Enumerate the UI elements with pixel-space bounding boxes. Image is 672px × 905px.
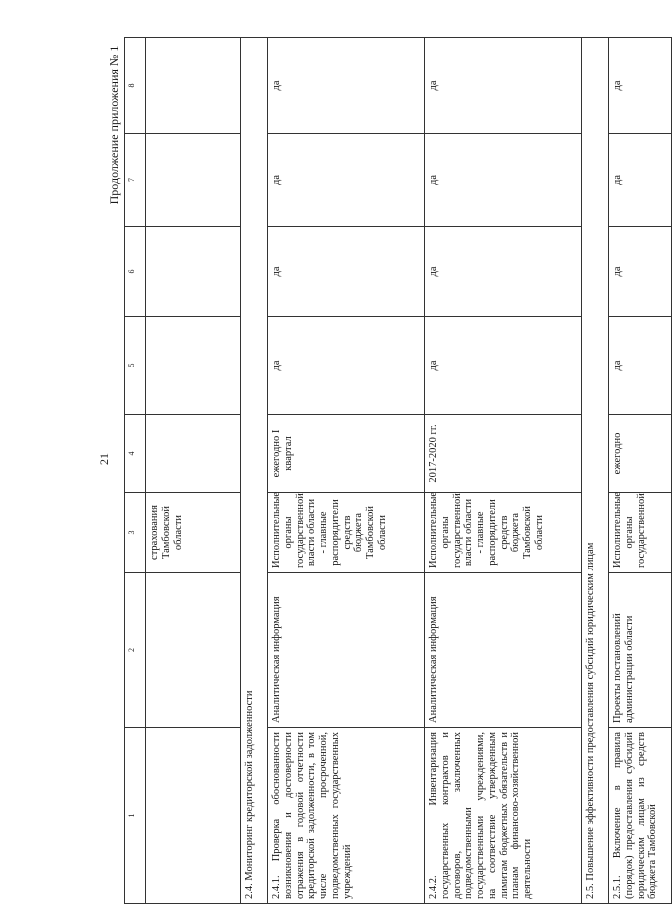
col-header-6: 6 (125, 227, 146, 317)
continuation-title: Продолжение приложения № 1 (107, 45, 121, 205)
cell-measure: 2.4.2. Инвентаризация государственных контрактов и договоров, заключенных подведомственными государственными учреждениями, на соответствие утвержденным лимитам бюджетных обязательств и планам финансово-хозяйственной деятельности (425, 728, 582, 904)
cell-executor: Исполнительные органы государственной власти области - главные распорядители средств бюджета Тамбовской области (268, 493, 425, 573)
section-heading-2-5: 2.5. Повышение эффективности предоставления субсидий юридическим лицам (582, 38, 609, 904)
cell-term: ежегодно I квартал (268, 415, 425, 493)
cell-year-2017: да (609, 317, 672, 415)
table-area (124, 38, 659, 904)
cell-empty (146, 317, 241, 415)
section-row (241, 38, 268, 904)
section-heading-2-4: 2.4. Мониторинг кредиторской задолженности (241, 38, 268, 904)
appendix-table (124, 37, 672, 904)
cell-term: ежегодно (609, 415, 672, 493)
col-header-3: 3 (125, 493, 146, 573)
cell-measure: 2.4.1. Проверка обоснованности возникновения и достоверности отражения в годовой отчетности кредиторской задолженности, в том числе просроченной, подведомственных государственных учреждений (268, 728, 425, 904)
cell-result: Проекты постановлений администрации области (609, 573, 672, 728)
section-row (582, 38, 609, 904)
cell-year-2018: да (609, 227, 672, 317)
cell-executor: страхования Тамбовской области (146, 493, 241, 573)
col-header-4: 4 (125, 415, 146, 493)
cell-year-2020: да (425, 38, 582, 134)
cell-empty (146, 728, 241, 904)
cell-year-2017: да (425, 317, 582, 415)
col-header-2: 2 (125, 573, 146, 728)
cell-result: Аналитическая информация (425, 573, 582, 728)
cell-year-2017: да (268, 317, 425, 415)
cell-term: 2017-2020 гг. (425, 415, 582, 493)
cell-empty (146, 134, 241, 227)
cell-result: Аналитическая информация (268, 573, 425, 728)
cell-year-2020: да (609, 38, 672, 134)
cell-year-2018: да (425, 227, 582, 317)
table-row (425, 38, 582, 904)
header-row (125, 38, 146, 904)
table-row (609, 38, 672, 904)
table-row-continued (146, 38, 241, 904)
cell-empty (146, 227, 241, 317)
cell-year-2018: да (268, 227, 425, 317)
table-row (268, 38, 425, 904)
page-number: 21 (97, 453, 111, 465)
rotated-table-container (124, 38, 659, 904)
cell-executor: Исполнительные органы государственной (609, 493, 672, 573)
cell-executor: Исполнительные органы государственной власти области - главные распорядители средств бюджета Тамбовской области (425, 493, 582, 573)
cell-empty (146, 573, 241, 728)
cell-year-2020: да (268, 38, 425, 134)
cell-measure: 2.5.1. Включение в правила (порядок) предоставления субсидий юридическим лицам из средств бюджета Тамбовской (609, 728, 672, 904)
cell-year-2019: да (268, 134, 425, 227)
col-header-1: 1 (125, 728, 146, 904)
cell-empty (146, 415, 241, 493)
col-header-5: 5 (125, 317, 146, 415)
cell-year-2019: да (609, 134, 672, 227)
col-header-7: 7 (125, 134, 146, 227)
col-header-8: 8 (125, 38, 146, 134)
cell-empty (146, 38, 241, 134)
cell-year-2019: да (425, 134, 582, 227)
